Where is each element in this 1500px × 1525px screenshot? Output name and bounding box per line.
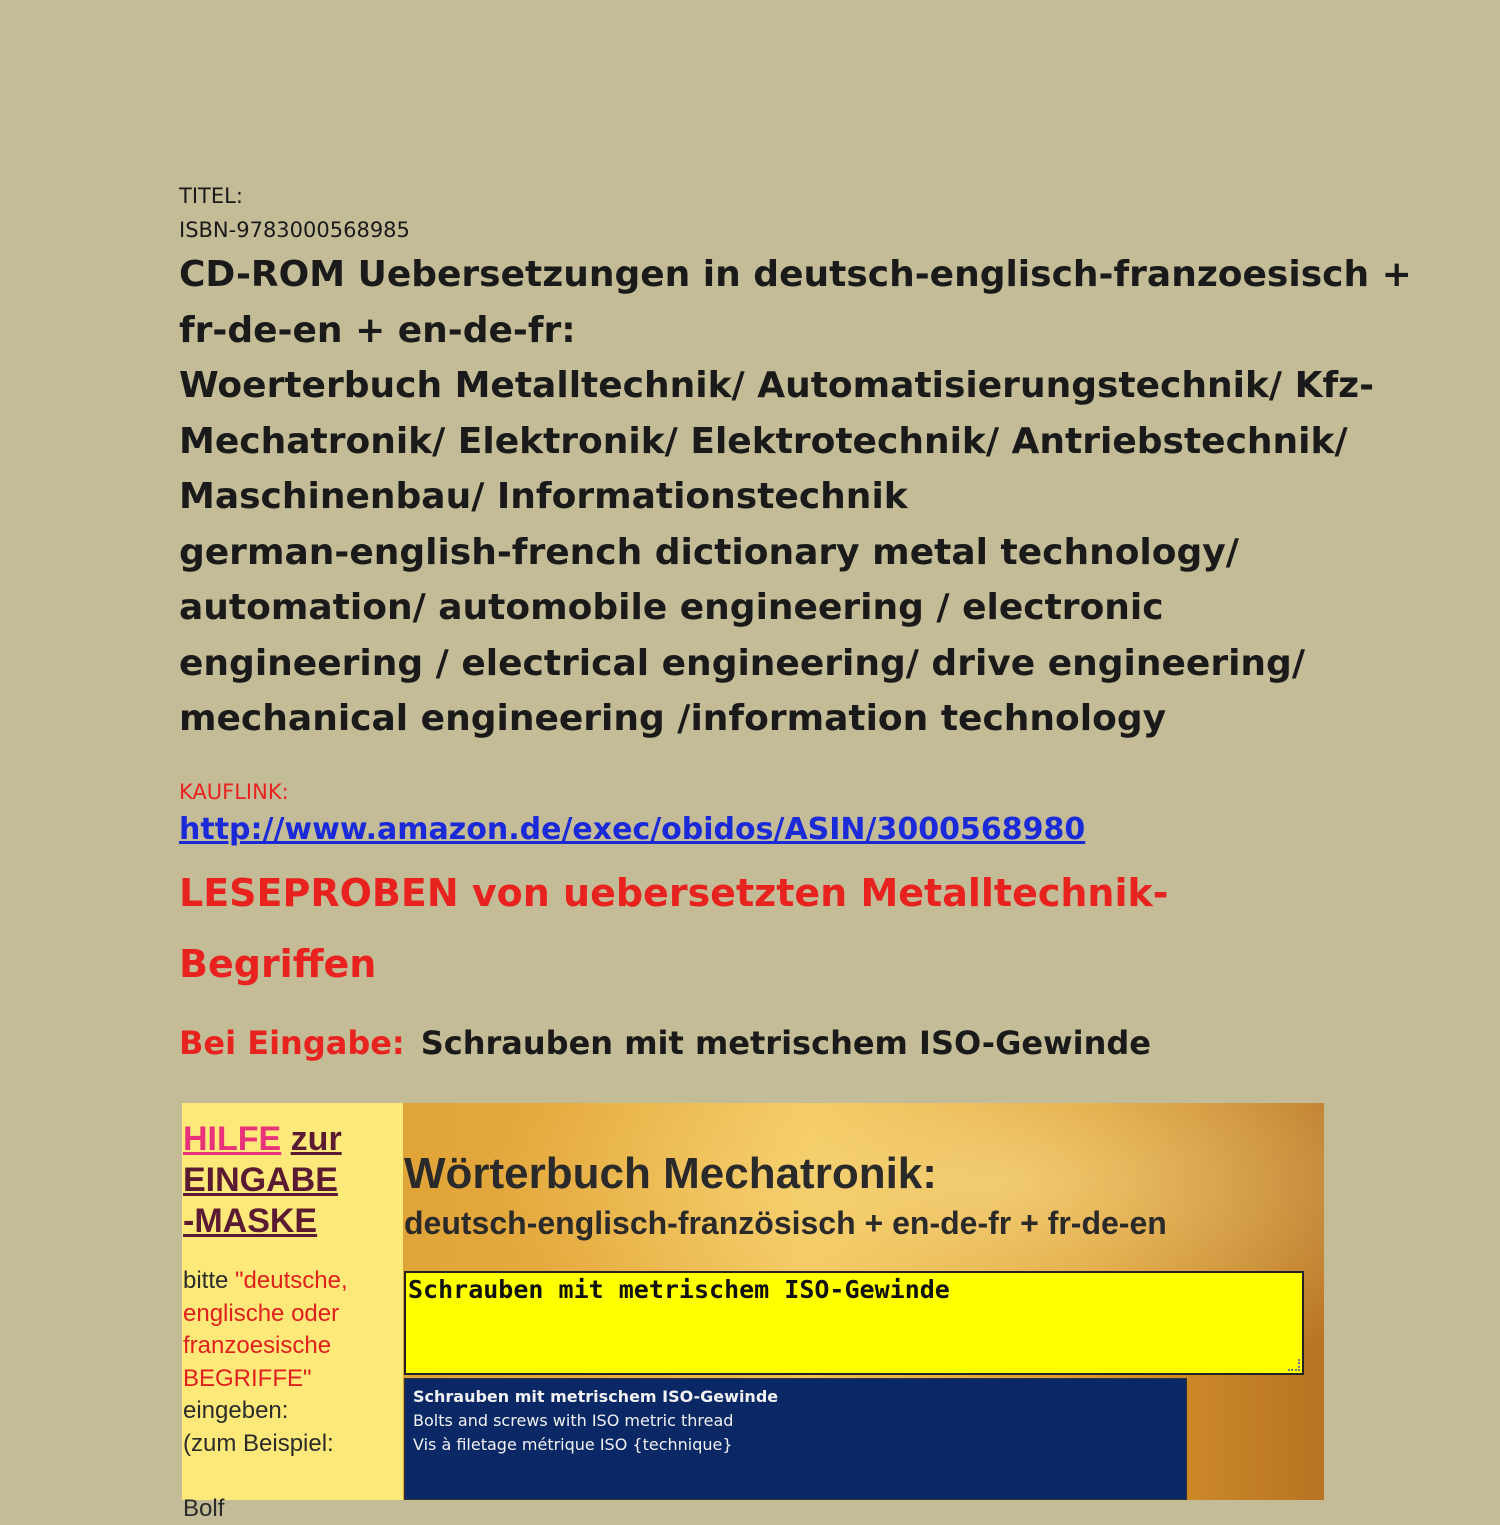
title-line: Woerterbuch Metalltechnik/ Automatisierungstechnik/ Kfz- (179, 365, 1375, 406)
hint-text: englische oder (183, 1299, 340, 1327)
results-list (404, 1378, 1187, 1500)
search-input-value: Schrauben mit metrischem ISO-Gewinde (408, 1275, 950, 1304)
amazon-link[interactable]: http://www.amazon.de/exec/obidos/ASIN/3000568980 (179, 812, 1086, 847)
help-instructions (183, 1265, 348, 1525)
search-input[interactable] (404, 1271, 1304, 1375)
result-english[interactable]: Bolts and screws with ISO metric thread (413, 1411, 734, 1430)
title-line: automation/ automobile engineering / electronic (179, 587, 1164, 628)
eingabe-line (179, 1024, 1151, 1062)
title-line: Mechatronik/ Elektronik/ Elektrotechnik/ Antriebstechnik/ (179, 420, 1348, 462)
help-heading[interactable] (183, 1119, 342, 1242)
result-german[interactable]: Schrauben mit metrischem ISO-Gewinde (413, 1387, 779, 1406)
book-title (179, 247, 1412, 747)
result-french[interactable]: Vis à filetage métrique ISO {technique} (413, 1435, 733, 1454)
hint-text: Bolf (183, 1494, 225, 1522)
hint-text: eingeben: (183, 1397, 289, 1424)
hint-text: "deutsche, (235, 1267, 348, 1294)
title-line: mechanical engineering /information technology (179, 698, 1167, 739)
dictionary-title: Wörterbuch Mechatronik: (404, 1149, 937, 1198)
kauflink-label: KAUFLINK: (179, 780, 289, 804)
leseproben-line: Begriffen (179, 942, 377, 986)
eingabe-value: Schrauben mit metrischem ISO-Gewinde (420, 1024, 1151, 1062)
hint-text: (zum Beispiel: (183, 1429, 334, 1457)
help-sidebar (182, 1103, 403, 1522)
titel-label: TITEL: (179, 184, 243, 208)
isbn-text: ISBN-9783000568985 (179, 218, 410, 242)
leseproben-heading (179, 858, 1169, 1000)
leseproben-line: LESEPROBEN von uebersetzten Metalltechnik- (179, 871, 1169, 915)
title-line: german-english-french dictionary metal technology/ (179, 531, 1239, 573)
help-eingabe-word[interactable]: EINGABE (183, 1161, 338, 1199)
help-maske-word[interactable]: -MASKE (183, 1202, 318, 1240)
hint-text: BEGRIFFE" (183, 1364, 312, 1392)
eingabe-label: Bei Eingabe: (179, 1024, 405, 1062)
dictionary-screenshot (182, 1103, 1324, 1522)
title-line: CD-ROM Uebersetzungen in deutsch-englisch-franzoesisch + (179, 254, 1412, 295)
title-line: fr-de-en + en-de-fr: (179, 309, 576, 351)
hint-text: franzoesische (183, 1332, 332, 1359)
hint-text: bitte (183, 1267, 236, 1294)
help-zur-word[interactable]: zur (290, 1120, 342, 1158)
help-hilfe-word[interactable]: HILFE (183, 1120, 282, 1158)
title-line: Maschinenbau/ Informationstechnik (179, 476, 908, 517)
title-line: engineering / electrical engineering/ drive engineering/ (179, 642, 1305, 684)
dictionary-subtitle: deutsch-englisch-französisch + en-de-fr + fr-de-en (404, 1205, 1167, 1241)
resize-grip-icon[interactable] (1288, 1359, 1300, 1371)
